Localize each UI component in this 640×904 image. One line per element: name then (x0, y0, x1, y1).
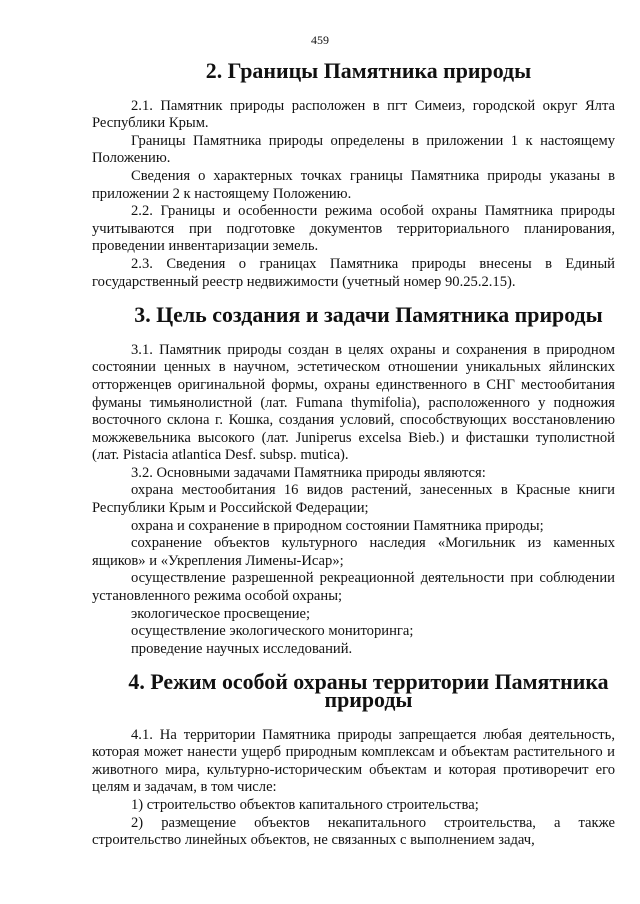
list-item: 2) размещение объектов некапитального строительства, а также строительство линейных объектов, не связанных с выполнением задач, (92, 814, 615, 849)
list-item: 1) строительство объектов капитального строительства; (131, 796, 479, 813)
list-item: проведение научных исследований. (131, 640, 353, 657)
list-item: охрана местообитания 16 видов растений, занесенных в Красные книги Республики Крым и Российской Федерации; (92, 482, 615, 517)
page-number: 459 (311, 33, 329, 47)
section-4-body (92, 727, 615, 850)
list-item: сохранение объектов культурного наследия «Могильник из каменных ящиков» и «Укрепления Лимены-Исар»; (92, 535, 615, 569)
document-body (92, 60, 615, 850)
list-item: экологическое просвещение; (131, 605, 311, 622)
paragraph: 2.2. Границы и особенности режима особой охраны Памятника природы учитываются при подготовке документов территориального планирования, проведении инвентаризации земель. (92, 203, 615, 255)
section-3-body (92, 342, 615, 659)
list-item: осуществление разрешенной рекреационной деятельности при соблюдении установленного режима особой охраны; (92, 570, 615, 605)
section-2-heading: 2. Границы Памятника природы (205, 58, 532, 83)
paragraph: 3.1. Памятник природы создан в целях охраны и сохранения в природном состоянии ценных в научном, эстетическом отношении уникальных яйлинских отторженцев оригинальной формы, охраны единственного в СНГ местообитания фуманы тимьянолистной (лат. Fumana thymifolia), расположенного у подножия восточного склона г. Кошка, создания условий, способствующих восстановлению можжевельника высокого (лат. Juniperus excelsa Bieb.) и фисташки туполистной (лат. Pistacia atlantica Desf. subsp. mutica). (92, 341, 615, 464)
list-item: осуществление экологического мониторинга; (131, 623, 414, 640)
paragraph: Сведения о характерных точках границы Памятника природы указаны в приложении 2 к настоящему Положению. (92, 167, 615, 202)
paragraph: 3.2. Основными задачами Памятника природы являются: (131, 464, 486, 481)
section-3-heading: 3. Цель создания и задачи Памятника природы (134, 302, 603, 328)
paragraph: 4.1. На территории Памятника природы запрещается любая деятельность, которая может нанести ущерб природным комплексам и объектам растительного и животного мира, культурно-историческим объектам и которая противоречит его целям и задачам, в том числе: (92, 726, 615, 796)
list-item: охрана и сохранение в природном состоянии Памятника природы; (131, 517, 544, 534)
section-2-body (92, 98, 615, 292)
section-4-heading: 4. Режим особой охраны территории Памятника природы (128, 669, 609, 712)
paragraph: Границы Памятника природы определены в приложении 1 к настоящему Положению. (92, 132, 615, 167)
paragraph: 2.1. Памятник природы расположен в пгт Симеиз, городской округ Ялта Республики Крым. (92, 97, 615, 132)
paragraph: 2.3. Сведения о границах Памятника природы внесены в Единый государственный реестр недвижимости (учетный номер 90.25.2.15). (92, 255, 615, 290)
